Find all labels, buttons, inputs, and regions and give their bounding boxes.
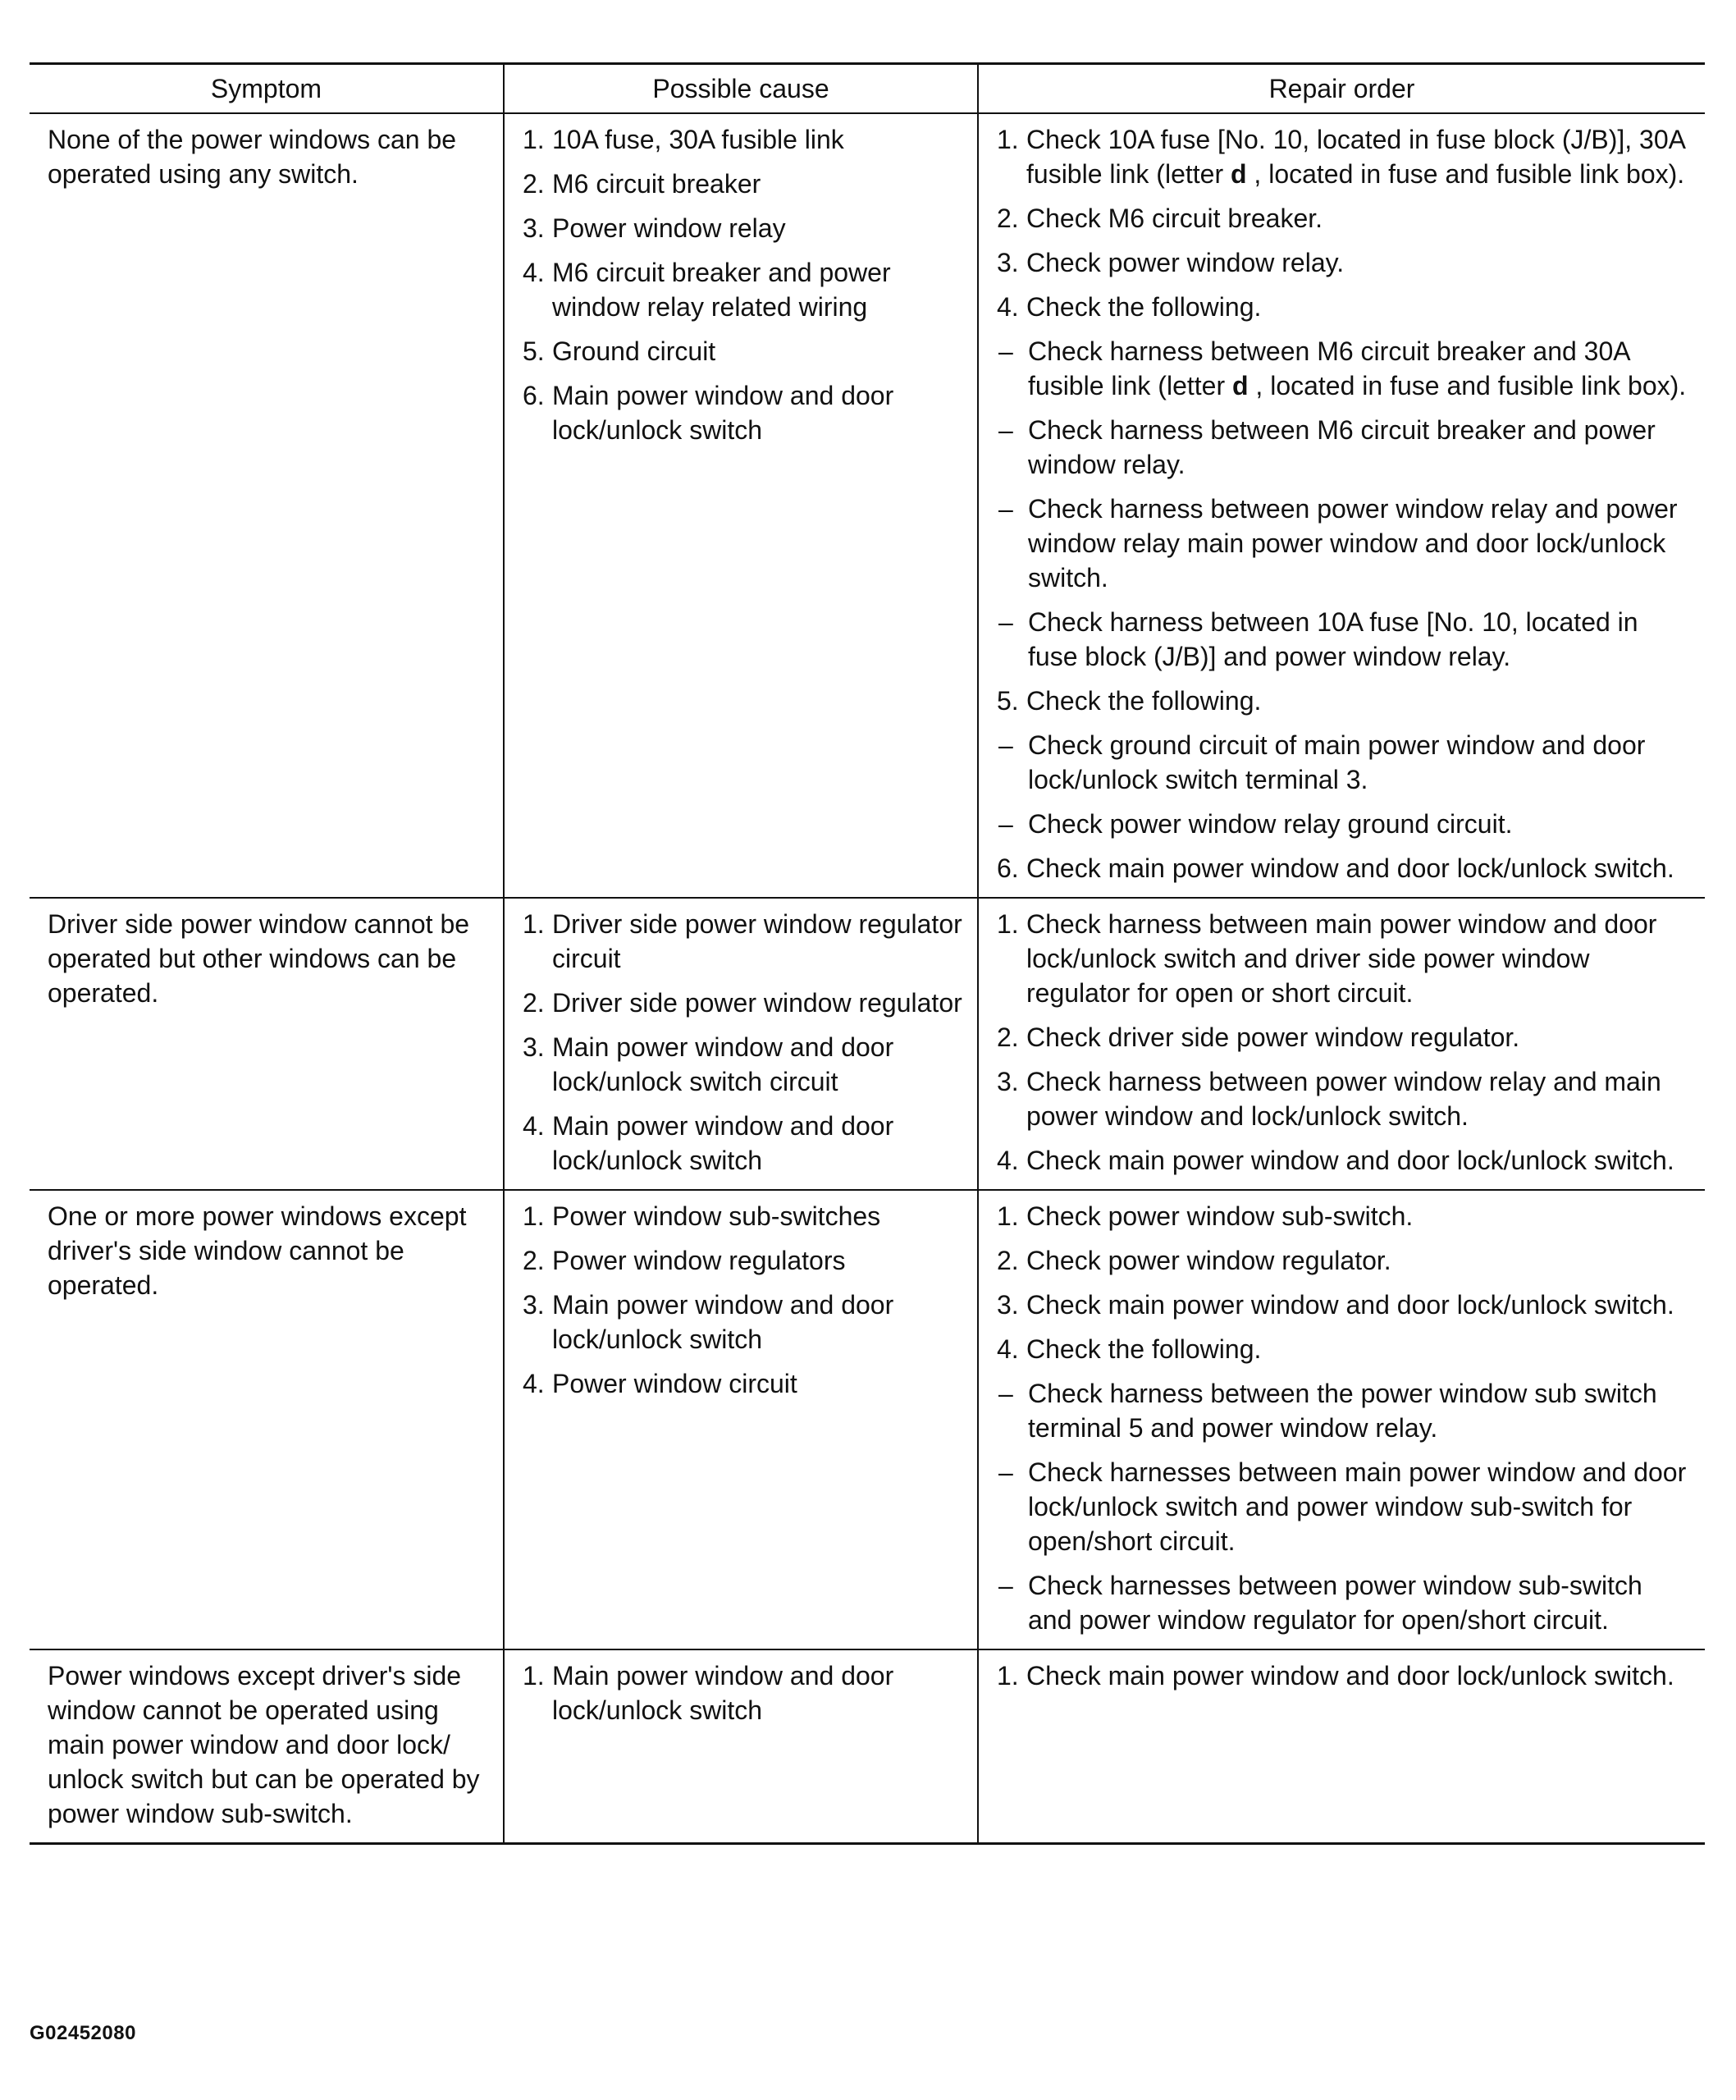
repair-item bbox=[997, 1143, 1693, 1178]
repair-item bbox=[997, 1064, 1693, 1133]
cause-item-marker: 2. bbox=[523, 1246, 545, 1275]
repair-item bbox=[997, 1020, 1693, 1055]
header-repair-order: Repair order bbox=[978, 64, 1705, 114]
repair-item-text-part: Check driver side power window regulator. bbox=[1026, 1023, 1520, 1052]
cause-item-text-part: Driver side power window regulator bbox=[552, 988, 962, 1018]
repair-item-text-part: Check main power window and door lock/unlock switch. bbox=[1026, 853, 1674, 883]
repair-item bbox=[997, 728, 1693, 797]
repair-item-text bbox=[1026, 907, 1693, 1010]
repair-item-text-part: Check main power window and door lock/unlock switch. bbox=[1026, 1146, 1674, 1175]
cause-item bbox=[523, 1288, 966, 1357]
repair-item bbox=[997, 907, 1693, 1010]
repair-item-marker: 3. bbox=[997, 1290, 1019, 1320]
repair-item-marker: 2. bbox=[997, 1023, 1019, 1052]
repair-item-text-part: Check the following. bbox=[1026, 686, 1262, 716]
repair-item bbox=[997, 1243, 1693, 1278]
repair-item-text-part: Check the following. bbox=[1026, 1334, 1262, 1364]
repair-item bbox=[997, 245, 1693, 280]
table-row bbox=[30, 113, 1705, 898]
symptom-cell bbox=[30, 113, 504, 898]
cause-item bbox=[523, 255, 966, 324]
cause-item bbox=[523, 1030, 966, 1099]
repair-order-cell bbox=[978, 113, 1705, 898]
cause-item-text-part: Main power window and door lock/unlock switch bbox=[552, 381, 894, 445]
cause-list bbox=[523, 907, 966, 1178]
repair-item-text bbox=[1028, 728, 1693, 797]
repair-item-text bbox=[1026, 1020, 1693, 1055]
cause-item bbox=[523, 1199, 966, 1233]
symptom-table bbox=[30, 62, 1705, 1845]
repair-item bbox=[997, 807, 1693, 841]
repair-item bbox=[997, 201, 1693, 236]
repair-item bbox=[997, 334, 1693, 403]
header-symptom: Symptom bbox=[30, 64, 504, 114]
cause-item-text-part: Power window relay bbox=[552, 213, 786, 243]
repair-item-text bbox=[1028, 1376, 1693, 1445]
repair-item-text bbox=[1026, 245, 1693, 280]
repair-item-text bbox=[1026, 851, 1693, 885]
repair-item-marker: 4. bbox=[997, 1146, 1019, 1175]
repair-item-marker: 1. bbox=[997, 1661, 1019, 1691]
repair-item-text-part: Check main power window and door lock/unlock switch. bbox=[1026, 1290, 1674, 1320]
cause-item-text bbox=[552, 255, 966, 324]
repair-item-marker: 1. bbox=[997, 1201, 1019, 1231]
cause-item-marker: 1. bbox=[523, 1201, 545, 1231]
repair-item-text bbox=[1026, 1143, 1693, 1178]
repair-item-text-part: Check power window sub-switch. bbox=[1026, 1201, 1414, 1231]
cause-item-marker: 3. bbox=[523, 1290, 545, 1320]
repair-item-marker: – bbox=[998, 809, 1013, 839]
cause-item-marker: 5. bbox=[523, 336, 545, 366]
cause-list bbox=[523, 1199, 966, 1401]
repair-item-text-part: Check the following. bbox=[1026, 292, 1262, 322]
repair-item-marker: 3. bbox=[997, 248, 1019, 277]
repair-item-text bbox=[1026, 1332, 1693, 1366]
repair-item-text bbox=[1028, 334, 1693, 403]
cause-item-text bbox=[552, 1243, 966, 1278]
cause-item bbox=[523, 1109, 966, 1178]
cause-item-text bbox=[552, 1199, 966, 1233]
repair-item bbox=[997, 1658, 1693, 1693]
repair-item-text-part: Check harness between M6 circuit breaker and 30A fusible link (letter bbox=[1028, 336, 1629, 400]
cause-item-text-part: M6 circuit breaker and power window relay related wiring bbox=[552, 258, 891, 322]
cause-item-marker: 4. bbox=[523, 1111, 545, 1141]
repair-item-text bbox=[1028, 413, 1693, 482]
cause-item-text-part: Driver side power window regulator circuit bbox=[552, 909, 962, 973]
cause-item bbox=[523, 1366, 966, 1401]
possible-cause-cell bbox=[504, 1649, 978, 1844]
repair-item-text-part: , located in fuse and fusible link box). bbox=[1248, 371, 1687, 400]
cause-item-marker: 4. bbox=[523, 1369, 545, 1398]
cause-item-text bbox=[552, 167, 966, 201]
cause-item bbox=[523, 211, 966, 245]
repair-item-marker: – bbox=[998, 1457, 1013, 1487]
cause-item-marker: 3. bbox=[523, 1032, 545, 1062]
cause-list bbox=[523, 122, 966, 447]
cause-item-text-part: Power window circuit bbox=[552, 1369, 797, 1398]
repair-item-text-part: Check harnesses between main power window and door lock/unlock switch and power window sub-switch for open/short circuit. bbox=[1028, 1457, 1687, 1556]
symptom-cell bbox=[30, 898, 504, 1190]
cause-item-text bbox=[552, 211, 966, 245]
cause-item-text-part: Main power window and door lock/unlock switch bbox=[552, 1661, 894, 1725]
repair-item-marker: 3. bbox=[997, 1067, 1019, 1096]
repair-item bbox=[997, 605, 1693, 674]
repair-item bbox=[997, 290, 1693, 324]
repair-list bbox=[997, 1199, 1693, 1637]
symptom-text: Power windows except driver's side window cannot be operated using main power window and door lock/ unlock switch but can be operated by power window sub-switch. bbox=[48, 1661, 480, 1828]
repair-item-text bbox=[1026, 1288, 1693, 1322]
repair-order-cell bbox=[978, 1190, 1705, 1649]
repair-item bbox=[997, 413, 1693, 482]
cause-item-text bbox=[552, 1109, 966, 1178]
cause-item-text bbox=[552, 1658, 966, 1727]
repair-order-cell bbox=[978, 1649, 1705, 1844]
cause-item-text-part: Main power window and door lock/unlock switch bbox=[552, 1111, 894, 1175]
cause-item-marker: 2. bbox=[523, 988, 545, 1018]
repair-item-text-part: Check harnesses between power window sub-switch and power window regulator for open/short circuit. bbox=[1028, 1571, 1642, 1635]
cause-item-text-part: Ground circuit bbox=[552, 336, 716, 366]
cause-list bbox=[523, 1658, 966, 1727]
symptom-cell bbox=[30, 1649, 504, 1844]
cause-item bbox=[523, 378, 966, 447]
cause-item-marker: 6. bbox=[523, 381, 545, 410]
repair-item-marker: 1. bbox=[997, 909, 1019, 939]
symptom-text: None of the power windows can be operated using any switch. bbox=[48, 125, 457, 189]
repair-item-marker: – bbox=[998, 494, 1013, 524]
diagnosis-sheet bbox=[30, 62, 1705, 1845]
cause-item bbox=[523, 167, 966, 201]
repair-list bbox=[997, 122, 1693, 885]
repair-item-text-part: , located in fuse and fusible link box). bbox=[1246, 159, 1685, 189]
repair-item-text-part: Check main power window and door lock/unlock switch. bbox=[1026, 1661, 1674, 1691]
cause-item-text bbox=[552, 1288, 966, 1357]
symptom-text: Driver side power window cannot be operated but other windows can be operated. bbox=[48, 909, 470, 1008]
repair-item-text bbox=[1028, 605, 1693, 674]
repair-item-text bbox=[1026, 201, 1693, 236]
repair-item bbox=[997, 1332, 1693, 1366]
repair-item-text-part: Check harness between 10A fuse [No. 10, located in fuse block (J/B)] and power window relay. bbox=[1028, 607, 1638, 671]
cause-item-text bbox=[552, 122, 966, 157]
repair-item bbox=[997, 1376, 1693, 1445]
repair-item-marker: 1. bbox=[997, 125, 1019, 154]
repair-item bbox=[997, 122, 1693, 191]
cause-item-text bbox=[552, 334, 966, 368]
repair-item-text-part: Check harness between main power window and door lock/unlock switch and driver side power window regulator for open or short circuit. bbox=[1026, 909, 1657, 1008]
repair-item-marker: 4. bbox=[997, 292, 1019, 322]
repair-item-text-part: Check 10A fuse [No. 10, located in fuse block (J/B)], 30A fusible link (letter bbox=[1026, 125, 1685, 189]
cause-item-text bbox=[552, 907, 966, 976]
repair-item bbox=[997, 851, 1693, 885]
repair-item bbox=[997, 684, 1693, 718]
repair-item-text bbox=[1026, 1658, 1693, 1693]
header-possible-cause: Possible cause bbox=[504, 64, 978, 114]
cause-item bbox=[523, 907, 966, 976]
cause-item bbox=[523, 1243, 966, 1278]
possible-cause-cell bbox=[504, 1190, 978, 1649]
repair-item-marker: – bbox=[998, 730, 1013, 760]
table-header-row bbox=[30, 64, 1705, 114]
cause-item-text bbox=[552, 1030, 966, 1099]
cause-item-text-part: Power window regulators bbox=[552, 1246, 846, 1275]
cause-item-text-part: M6 circuit breaker bbox=[552, 169, 761, 199]
repair-item bbox=[997, 1288, 1693, 1322]
repair-item-marker: – bbox=[998, 607, 1013, 637]
cause-item-marker: 1. bbox=[523, 125, 545, 154]
possible-cause-cell bbox=[504, 113, 978, 898]
cause-item bbox=[523, 122, 966, 157]
cause-item-marker: 1. bbox=[523, 1661, 545, 1691]
cause-item-text bbox=[552, 378, 966, 447]
repair-item-text-part: Check power window relay. bbox=[1026, 248, 1345, 277]
cause-item-marker: 1. bbox=[523, 909, 545, 939]
repair-item-text-part: Check harness between power window relay and main power window and lock/unlock switch. bbox=[1026, 1067, 1661, 1131]
repair-item-text bbox=[1028, 1455, 1693, 1558]
repair-item-text-part: Check M6 circuit breaker. bbox=[1026, 204, 1323, 233]
repair-item-text-part: Check harness between power window relay and power window relay main power window and door lock/unlock switch. bbox=[1028, 494, 1678, 592]
repair-item-text bbox=[1026, 1243, 1693, 1278]
repair-order-cell bbox=[978, 898, 1705, 1190]
table-body bbox=[30, 113, 1705, 1844]
repair-item-text bbox=[1028, 807, 1693, 841]
repair-item-text bbox=[1028, 1568, 1693, 1637]
repair-item bbox=[997, 1455, 1693, 1558]
repair-item bbox=[997, 492, 1693, 595]
repair-item bbox=[997, 1199, 1693, 1233]
cause-item bbox=[523, 334, 966, 368]
repair-item-marker: 5. bbox=[997, 686, 1019, 716]
repair-item-marker: – bbox=[998, 1571, 1013, 1600]
repair-item-text bbox=[1026, 1064, 1693, 1133]
possible-cause-cell bbox=[504, 898, 978, 1190]
repair-list bbox=[997, 1658, 1693, 1693]
repair-item-text-part: Check power window regulator. bbox=[1026, 1246, 1391, 1275]
table-row bbox=[30, 898, 1705, 1190]
cause-item-marker: 3. bbox=[523, 213, 545, 243]
repair-item-text-part: Check harness between the power window sub switch terminal 5 and power window relay. bbox=[1028, 1379, 1657, 1443]
repair-item-marker: 2. bbox=[997, 204, 1019, 233]
repair-item-marker: – bbox=[998, 336, 1013, 366]
cause-item-text-part: Power window sub-switches bbox=[552, 1201, 881, 1231]
repair-item-text bbox=[1026, 1199, 1693, 1233]
cause-item-text-part: Main power window and door lock/unlock switch circuit bbox=[552, 1032, 894, 1096]
repair-item-text-part: Check power window relay ground circuit. bbox=[1028, 809, 1513, 839]
repair-item-marker: 4. bbox=[997, 1334, 1019, 1364]
cause-item-text-part: Main power window and door lock/unlock switch bbox=[552, 1290, 894, 1354]
repair-item-text-part: Check harness between M6 circuit breaker and power window relay. bbox=[1028, 415, 1656, 479]
repair-item-marker: – bbox=[998, 1379, 1013, 1408]
cause-item-text-part: 10A fuse, 30A fusible link bbox=[552, 125, 844, 154]
repair-item-text-part: Check ground circuit of main power window and door lock/unlock switch terminal 3. bbox=[1028, 730, 1646, 794]
cause-item bbox=[523, 1658, 966, 1727]
repair-item-marker: 6. bbox=[997, 853, 1019, 883]
table-row bbox=[30, 1649, 1705, 1844]
cause-item-text bbox=[552, 986, 966, 1020]
cause-item-marker: 4. bbox=[523, 258, 545, 287]
figure-code: G02452080 bbox=[30, 2022, 136, 2044]
repair-item bbox=[997, 1568, 1693, 1637]
symptom-text: One or more power windows except driver's side window cannot be operated. bbox=[48, 1201, 467, 1300]
cause-item-text bbox=[552, 1366, 966, 1401]
fusible-link-letter: d bbox=[1231, 371, 1249, 400]
cause-item bbox=[523, 986, 966, 1020]
table-row bbox=[30, 1190, 1705, 1649]
repair-item-text bbox=[1026, 122, 1693, 191]
repair-item-text bbox=[1026, 684, 1693, 718]
fusible-link-letter: d bbox=[1230, 159, 1247, 189]
repair-item-marker: – bbox=[998, 415, 1013, 445]
cause-item-marker: 2. bbox=[523, 169, 545, 199]
repair-item-text bbox=[1028, 492, 1693, 595]
symptom-cell bbox=[30, 1190, 504, 1649]
repair-item-text bbox=[1026, 290, 1693, 324]
repair-item-marker: 2. bbox=[997, 1246, 1019, 1275]
repair-list bbox=[997, 907, 1693, 1178]
